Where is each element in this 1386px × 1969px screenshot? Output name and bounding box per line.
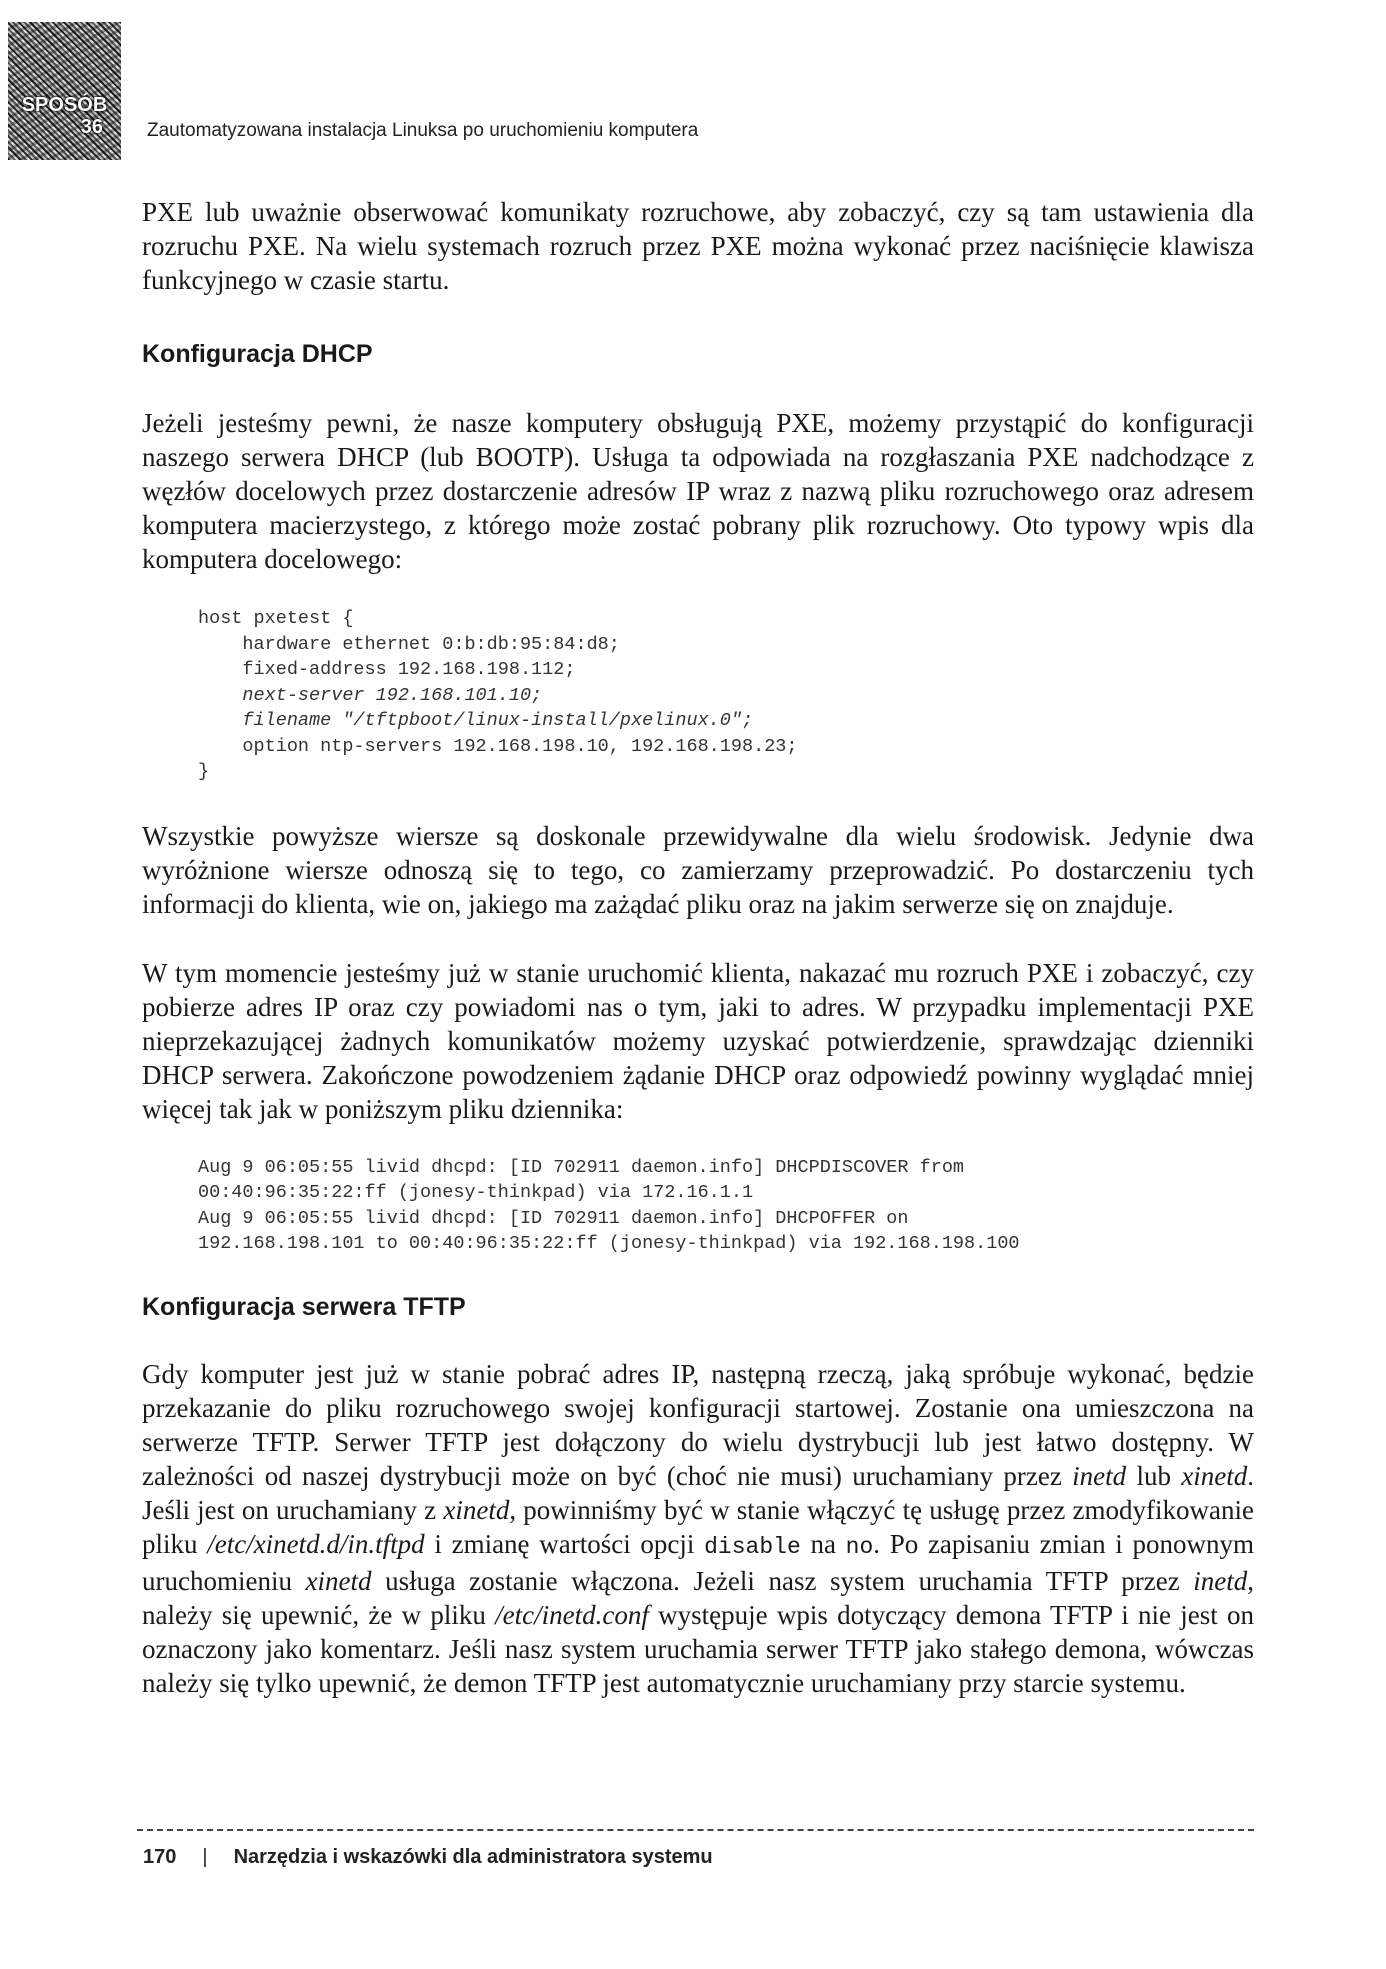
code-line-highlighted: filename "/tftpboot/linux-install/pxelinux.0"; [198,710,754,731]
text-run: , należy się upewnić, że w pliku [142,1565,1255,1630]
command-name: inetd [1072,1460,1127,1491]
text-run: występuje wpis dotyczący demona TFTP i nie jest on oznaczony jako komentarz. Jeśli nasz system uruchamia serwer TFTP jako stałego demona, wówczas należy się tylko upewnić, że demon TFTP jest automatycznie uruchamiany przy starcie systemu. [142,1599,1254,1698]
code-line: Aug 9 06:05:55 livid dhcpd: [ID 702911 daemon.info] DHCPDISCOVER from [198,1156,965,1178]
paragraph-4: W tym momencie jesteśmy już w stanie uruchomić klienta, nakazać mu rozruch PXE i zobaczyć, czy pobierze adres IP oraz czy powiadomi nas o tym, jaki to adres. W przypadku implementacji PXE nieprzekazującej żadnych komunikatów możemy uzyskać potwierdzenie, sprawdzając dzienniki DHCP serwera. Zakończone powodzeniem żądanie DHCP oraz odpowiedź powinny wyglądać mniej więcej tak jak w poniższym pliku dziennika: [142,957,1254,1124]
book-title: Narzędzia i wskazówki dla administratora systemu [233,1846,713,1868]
text-run: i zmianę wartości opcji [424,1528,705,1559]
command-name: xinetd [1181,1460,1248,1491]
running-head: Zautomatyzowana instalacja Linuksa po uruchomieniu komputera [147,120,699,141]
badge-number: 36 [80,116,103,138]
section-heading-tftp: Konfiguracja serwera TFTP [142,1292,466,1321]
code-line: Aug 9 06:05:55 livid dhcpd: [ID 702911 daemon.info] DHCPOFFER on [198,1207,909,1229]
code-line-highlighted: next-server 192.168.101.10; [198,684,543,706]
code-line: } [198,761,210,782]
code-line: option ntp-servers 192.168.198.10, 192.168.198.23; [198,735,798,757]
text-run: , powinniśmy być w stanie włączyć tę usługę przez zmodyfikowanie pliku [142,1494,1254,1559]
option-value: no [845,1533,874,1560]
code-line: hardware ethernet 0:b:db:95:84:d8; [198,633,620,655]
paragraph-1: PXE lub uważnie obserwować komunikaty rozruchowe, aby zobaczyć, czy są tam ustawienia dla rozruchu PXE. Na wielu systemach rozruch przez PXE można wykonać przez naciśnięcie klawisza funkcyjnego w czasie startu. [142,197,1254,295]
text-run: lub [1126,1460,1182,1491]
text-run: . Po zapisaniu zmian i ponownym uruchomieniu [142,1528,1254,1596]
footer-divider [137,1829,1254,1831]
code-line: 00:40:96:35:22:ff (jonesy-thinkpad) via 172.16.1.1 [198,1182,754,1203]
chapter-badge [8,22,121,160]
command-name: xinetd [305,1565,372,1596]
paragraph-2: Jeżeli jesteśmy pewni, że nasze komputery obsługują PXE, możemy przystąpić do konfiguracji naszego serwera DHCP (lub BOOTP). Usługa ta odpowiada na rozgłaszania PXE nadchodzące z węzłów docelowych przez dostarczenie adresów IP wraz z nazwą pliku rozruchowego oraz adresem komputera macierzystego, z którego może zostać pobrany plik rozruchowy. Oto typowy wpis dla komputera docelowego: [142,408,1254,574]
code-dhcp-entry [142,606,1254,785]
section-heading-dhcp: Konfiguracja DHCP [142,340,373,368]
text-run: Gdy komputer jest już w stanie pobrać adres IP, następną rzeczą, jaką spróbuje wykonać, będzie przekazanie do pliku rozruchowego swojej konfiguracji startowej. Zostanie ona umieszczona na serwerze TFTP. Serwer TFTP jest dołączony do wielu dystrybucji lub jest łatwo dostępny. W zależności od naszej dystrybucji może on być (choć nie musi) uruchamiany przez [142,1358,1254,1491]
paragraph-3: Wszystkie powyższe wiersze są doskonale przewidywalne dla wielu środowisk. Jedynie dwa wyróżnione wiersze odnoszą się to tego, co zamierzamy przeprowadzić. Po dostarczeniu tych informacji do klienta, wie on, jakiego ma zażądać pliku oraz na jakim serwerze się on znajduje. [142,820,1254,919]
page-footer [143,1846,713,1869]
file-path: /etc/xinetd.d/in.tftpd [207,1528,425,1559]
text-run: usługa zostanie włączona. Jeżeli nasz system uruchamia TFTP przez [371,1565,1194,1596]
text-run: . Jeśli jest on uruchamiany z [142,1460,1254,1525]
code-line: 192.168.198.101 to 00:40:96:35:22:ff (jonesy-thinkpad) via 192.168.198.100 [198,1233,1020,1254]
command-name: xinetd [443,1494,510,1525]
file-path: /etc/inetd.conf [495,1599,649,1630]
page-number: 170 [143,1846,177,1868]
page-content [142,195,1254,1700]
footer-separator: | [202,1846,208,1868]
code-line: host pxetest { [198,608,354,629]
paragraph-5 [142,1357,1254,1700]
code-line: fixed-address 192.168.198.112; [198,659,576,680]
badge-label: SPOSÓB [21,94,108,116]
command-name: inetd [1193,1565,1248,1596]
option-name: disable [704,1533,801,1560]
code-dhcp-log [142,1155,1254,1257]
text-run: na [800,1528,846,1559]
